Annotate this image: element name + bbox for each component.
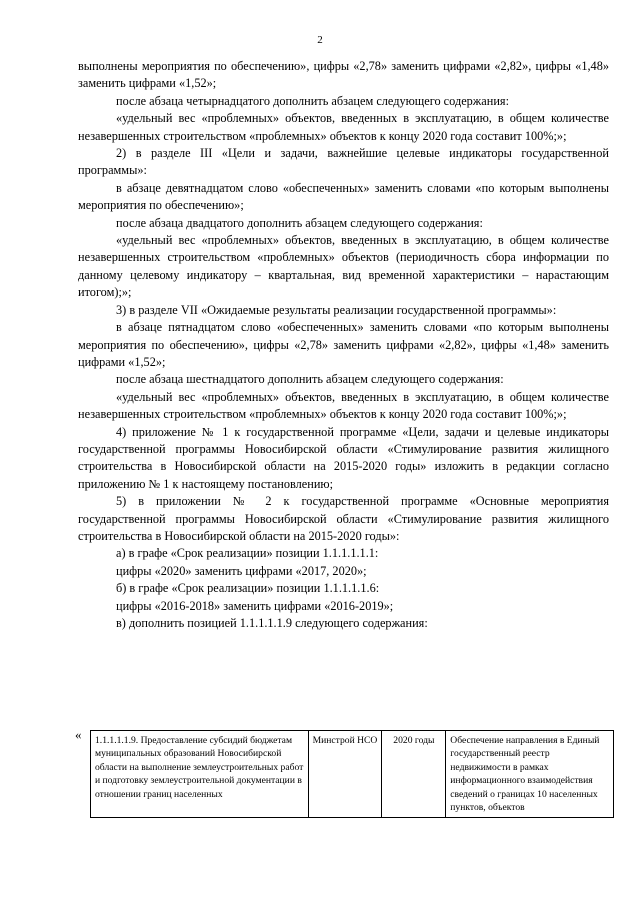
paragraph: выполнены мероприятия по обеспечению», цифры «2,78» заменить цифрами «2,82», цифры «1,48» заменить цифрами «1,52»; xyxy=(78,59,609,91)
paragraph: «удельный вес «проблемных» объектов, введенных в эксплуатацию, в общем количестве незавершенных строительством «проблемных» объектов к концу 2020 года составит 100%;»; xyxy=(78,389,609,422)
table-row xyxy=(91,731,614,818)
paragraph: 2) в разделе III «Цели и задачи, важнейшие целевые индикаторы государственной программы»: xyxy=(78,146,609,178)
inserted-position-table xyxy=(90,730,614,818)
paragraph: 5) в приложении № 2 к государственной программе «Основные мероприятия государственной программы Новосибирской области «Стимулирование развития жилищного строительства в Новосибирской области на 2015-2020 годы»: xyxy=(78,494,609,543)
table-cell-executor: Минстрой НСО xyxy=(308,731,382,818)
paragraph: цифры «2016-2018» заменить цифрами «2016-2019»; xyxy=(116,598,394,613)
paragraph: в абзаце пятнадцатом слово «обеспеченных» заменить словами «по которым выполнены мероприятия по обеспечению», цифры «2,78» заменить цифрами «2,82», цифры «1,48» заменить цифрами «1,52»; xyxy=(78,320,609,369)
page-number: 2 xyxy=(317,34,323,46)
opening-quote-mark: « xyxy=(75,727,82,742)
table-cell-period: 2020 годы xyxy=(382,731,446,818)
paragraph: после абзаца шестнадцатого дополнить абзацем следующего содержания: xyxy=(116,372,504,387)
paragraph: после абзаца двадцатого дополнить абзацем следующего содержания: xyxy=(116,215,483,230)
paragraph: а) в графе «Срок реализации» позиции 1.1.1.1.1.1: xyxy=(116,546,379,561)
paragraph: 3) в разделе VII «Ожидаемые результаты реализации государственной программы»: xyxy=(116,302,557,317)
paragraph: в) дополнить позицией 1.1.1.1.1.9 следующего содержания: xyxy=(116,616,428,630)
document-body xyxy=(78,58,609,632)
paragraph: «удельный вес «проблемных» объектов, введенных в эксплуатацию, в общем количестве незавершенных строительством «проблемных» объектов (периодичность сбора информации по данному целевому индикатору – квартальная, вид временной характеристики – нарастающим итогом);»; xyxy=(78,233,609,300)
table-cell-result: Обеспечение направления в Единый государственный реестр недвижимости в рамках информационного взаимодействия сведений о границах 10 населенных пунктов, объектов xyxy=(446,731,614,818)
paragraph: 4) приложение № 1 к государственной программе «Цели, задачи и целевые индикаторы государственной программы Новосибирской области «Стимулирование развития жилищного строительства в Новосибирской области на 2015-2020 годы» изложить в редакции согласно приложению № 1 к настоящему постановлению; xyxy=(78,424,609,491)
paragraph: после абзаца четырнадцатого дополнить абзацем следующего содержания: xyxy=(116,93,509,108)
paragraph: в абзаце девятнадцатом слово «обеспеченных» заменить словами «по которым выполнены мероприятия по обеспечению»; xyxy=(78,180,609,213)
paragraph: цифры «2020» заменить цифрами «2017, 2020»; xyxy=(116,563,367,578)
paragraph: «удельный вес «проблемных» объектов, введенных в эксплуатацию, в общем количестве незавершенных строительством «проблемных» объектов к концу 2020 года составит 100%;»; xyxy=(78,111,609,143)
paragraph: б) в графе «Срок реализации» позиции 1.1.1.1.1.6: xyxy=(116,581,380,596)
table-cell-activity: 1.1.1.1.1.9. Предоставление субсидий бюджетам муниципальных образований Новосибирской области на выполнение землеустроительных работ и подготовку землеустроительной документации в отношении границ населенных xyxy=(91,731,309,818)
